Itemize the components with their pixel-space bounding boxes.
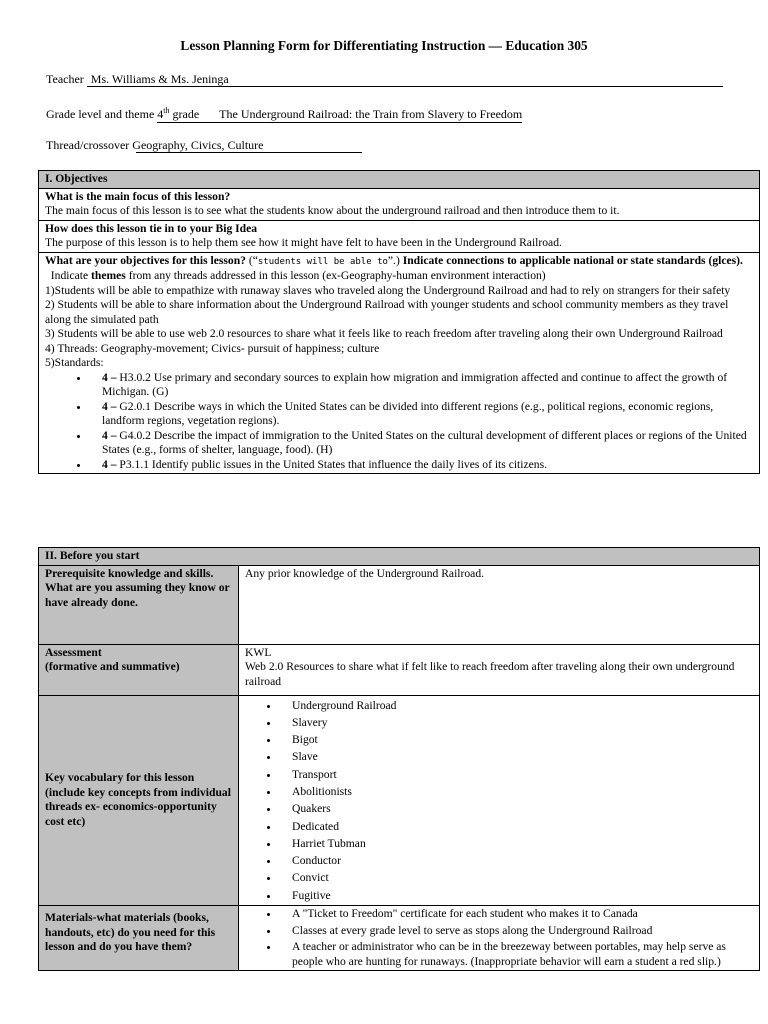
vocab-item: • Abolitionists [280, 783, 753, 800]
objectives-header: I. Objectives [39, 171, 760, 189]
objectives-quote-open: (“ [245, 253, 258, 267]
grade-word: grade [172, 107, 200, 121]
objective-item: 4) Threads: Geography-movement; Civics- pursuit of happiness; culture [45, 341, 380, 355]
standard-item [90, 458, 753, 473]
objectives-question-part2: Indicate connections to applicable national or state standards (glces). [402, 253, 743, 267]
teacher-label: Teacher [46, 72, 84, 86]
vocab-item: • Slavery [280, 714, 753, 731]
big-idea-question: How does this lesson tie in to your Big Idea [45, 221, 258, 235]
before-you-start-table [38, 547, 760, 971]
vocab-item: • Fugitive [280, 887, 753, 904]
vocab-label: Key vocabulary for this lesson (include key concepts from individual threads ex- economics-opportunity cost etc) [39, 695, 239, 906]
objective-item: 3) Students will be able to use web 2.0 resources to share what it feels like to reach freedom after traveling along their own Underground Railroad [45, 327, 723, 340]
vocab-item: • Dedicated [280, 818, 753, 835]
thread-label: Thread/crossover [46, 138, 130, 152]
grade-value [157, 106, 522, 123]
prereq-value: Any prior knowledge of the Underground Railroad. [239, 565, 760, 644]
vocab-cell [239, 695, 760, 906]
grade-number: 4 [157, 107, 164, 121]
standard-text: G4.0.2 Describe the impact of immigration to the United States on the cultural development of different places or regions of the United States (e.g., forms of shelter, language, food). (H) [102, 428, 747, 456]
standard-item [90, 371, 753, 400]
standard-code: 4 – [102, 457, 117, 471]
materials-label [39, 906, 239, 971]
teacher-value: Ms. Williams & Ms. Jeninga [90, 72, 229, 86]
vocab-item: • Conductor [280, 852, 753, 869]
assessment-label-line1: Assessment [45, 645, 102, 659]
standard-code: 4 – [102, 399, 117, 413]
objectives-question-part3a: Indicate [50, 269, 89, 282]
assessment-label [39, 644, 239, 695]
grade-suffix: th [163, 106, 170, 115]
vocab-item: • Bigot [280, 731, 753, 748]
prereq-label: Prerequisite knowledge and skills. What are you assuming they know or have already done. [39, 565, 239, 644]
standard-code: 4 – [102, 428, 117, 442]
material-item: • A "Ticket to Freedom" certificate for each student who makes it to Canada [280, 907, 753, 922]
material-item: • Classes at every grade level to serve as stops along the Underground Railroad [280, 924, 753, 939]
standards-list [45, 371, 753, 473]
objectives-quote-mono: students will be able to [257, 256, 388, 267]
thread-underline [136, 138, 362, 153]
vocab-item: • Quakers [280, 800, 753, 817]
focus-question: What is the main focus of this lesson? [45, 189, 231, 203]
vocab-item: • Harriet Tubman [280, 835, 753, 852]
vocab-item: • Slave [280, 748, 753, 765]
focus-cell [39, 188, 760, 220]
vocab-item: • Transport [280, 766, 753, 783]
objectives-question [45, 254, 753, 284]
page-title: Lesson Planning Form for Differentiating Instruction — Education 305 [180, 38, 588, 53]
grade-theme: The Underground Railroad: the Train from Slavery to Freedom [219, 107, 523, 121]
objectives-table [38, 170, 760, 474]
materials-list [245, 907, 753, 969]
vocab-item: • Underground Railroad [280, 697, 753, 714]
objective-item: 5)Standards: [45, 356, 104, 369]
standard-item [90, 429, 753, 458]
assessment-line1: KWL [245, 645, 272, 659]
standard-text: H3.0.2 Use primary and secondary sources to explain how migration and immigration affected and continue to affect the growth of Michigan. (G) [102, 370, 728, 398]
standard-item [90, 400, 753, 429]
teacher-underline [87, 72, 723, 87]
big-idea-answer: The purpose of this lesson is to help them see how it might have felt to have been in the Underground Railroad. [45, 236, 562, 249]
grade-label: Grade level and theme [46, 107, 155, 121]
before-header: II. Before you start [39, 548, 760, 566]
assessment-value [239, 644, 760, 695]
assessment-line2: Web 2.0 Resources to share what if felt like to reach freedom after traveling along their own underground railroad [245, 660, 735, 688]
vocab-item: • Convict [280, 869, 753, 886]
standard-text: P3.1.1 Identify public issues in the United States that influence the daily lives of its citizens. [116, 457, 547, 471]
objectives-cell [39, 252, 760, 474]
objectives-quote-close: ”.) [387, 253, 400, 267]
material-item: • A teacher or administrator who can be in the breezeway between portables, may help serve as people who are hunting for runaways. (Inappropriate behavior will earn a student a red slip.) [280, 940, 753, 969]
materials-label-text: Materials-what materials (books, handouts, etc) do you need for this lesson and do you have them? [45, 911, 216, 954]
grade-field [46, 106, 522, 123]
assessment-label-line2: (formative and summative) [45, 660, 180, 673]
objective-item: 2) Students will be able to share information about the Underground Railroad with younger students and school community members as they travel along the simulated path [45, 298, 729, 326]
focus-answer: The main focus of this lesson is to see what the students know about the underground railroad and then introduce them to it. [45, 204, 620, 217]
thread-value: Geography, Civics, Culture [132, 138, 264, 152]
objectives-question-part3c: from any threads addressed in this lesson (ex-Geography-human environment interaction) [128, 269, 546, 282]
materials-cell [239, 906, 760, 971]
big-idea-cell [39, 220, 760, 252]
objectives-question-part1: What are your objectives for this lesson? [45, 253, 246, 267]
standard-text: G2.0.1 Describe ways in which the United States can be divided into different regions (e.g., political regions, economic regions, landform regions, vegetation regions). [102, 399, 714, 427]
objectives-question-part3b: themes [91, 269, 126, 282]
objective-item: 1)Students will be able to empathize with runaway slaves who traveled along the Underground Railroad and had to rely on strangers for their safety [45, 283, 731, 297]
vocab-list [245, 697, 753, 905]
standard-code: 4 – [102, 370, 117, 384]
